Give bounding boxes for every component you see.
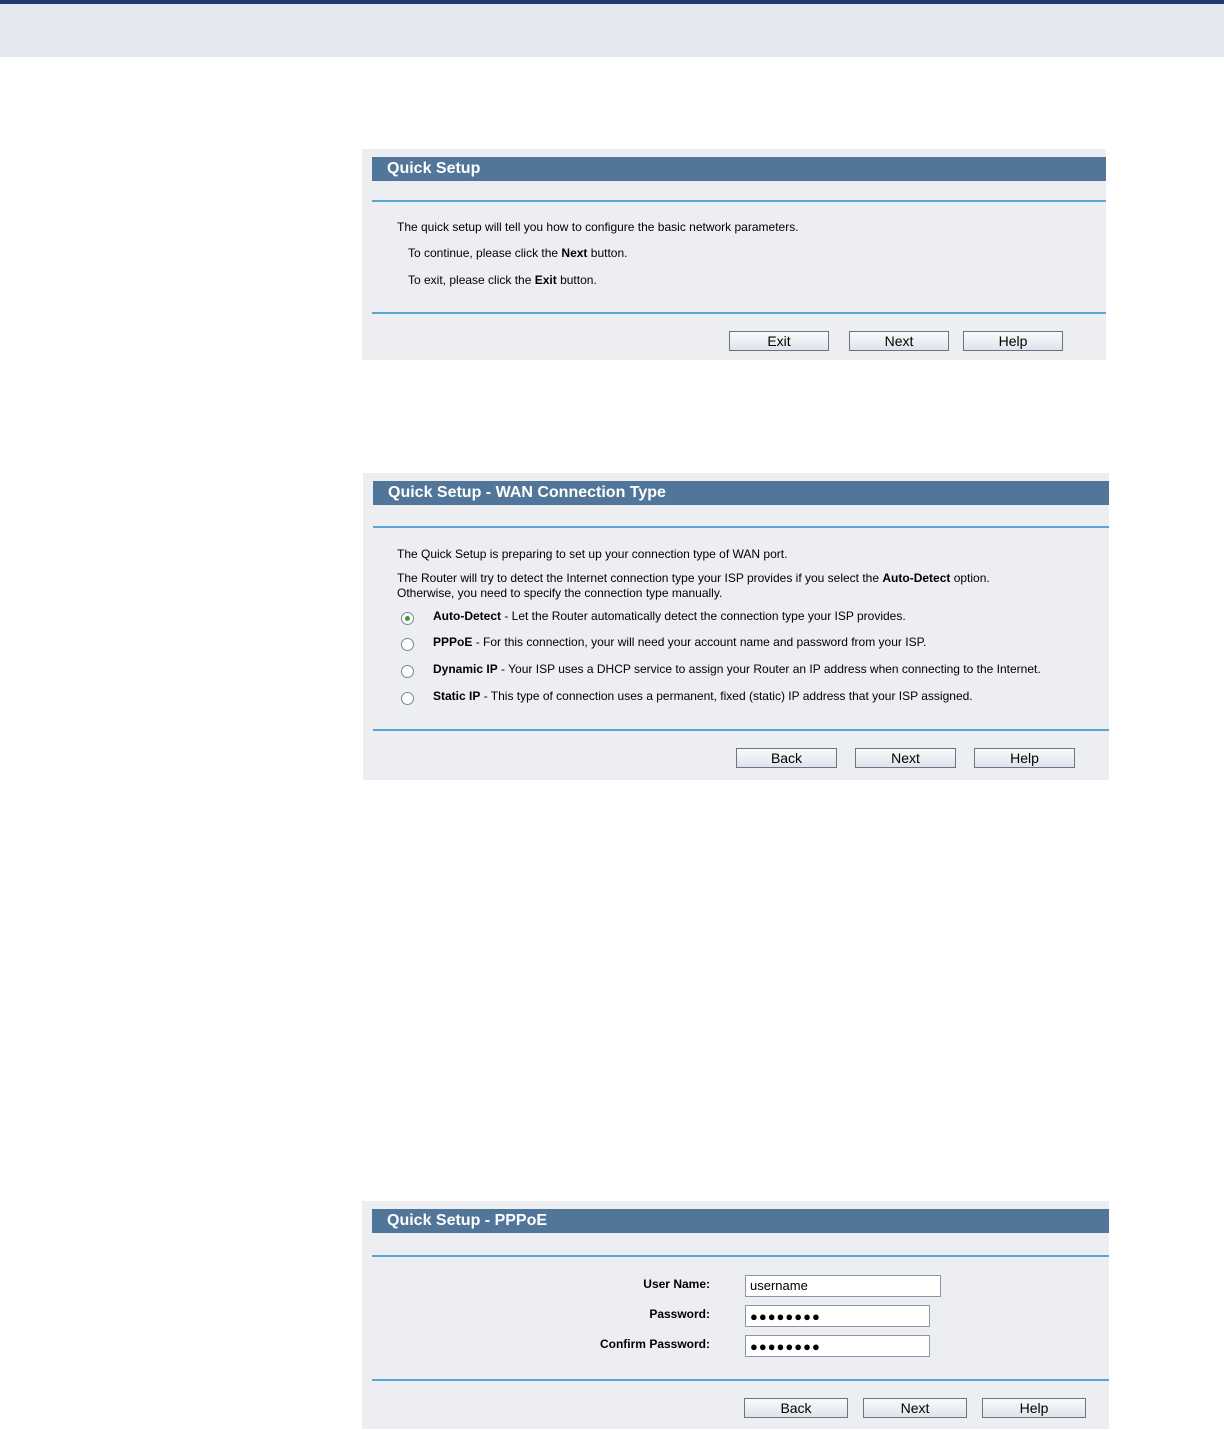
auto-detect-option [433,609,906,623]
confirm-password-input[interactable]: ●●●●●●●● [745,1335,930,1357]
divider [373,526,1109,528]
continue-text: To continue, please click the [408,246,562,260]
intro-text: The quick setup will tell you how to configure the basic network parameters. [397,220,799,234]
auto-detect-emphasis: Auto-Detect [882,571,951,585]
help-button[interactable]: Help [963,331,1063,351]
wan-connection-type-panel [363,473,1109,780]
help-button[interactable]: Help [982,1398,1086,1418]
option-name: Dynamic IP [433,662,498,676]
continue-instruction [408,246,627,260]
user-name-label: User Name: [643,1277,710,1291]
user-name-input[interactable]: username [745,1275,941,1297]
dynamic-ip-option [433,662,1041,676]
divider [373,729,1109,731]
option-desc: - For this connection, your will need your account name and password from your ISP. [472,635,927,649]
back-button[interactable]: Back [736,748,837,768]
panel-title: Quick Setup - PPPoE [372,1209,1109,1233]
next-button[interactable]: Next [849,331,949,351]
divider [372,312,1106,314]
quick-setup-panel [362,149,1106,360]
next-button[interactable]: Next [855,748,956,768]
auto-detect-radio[interactable] [401,612,414,625]
divider [372,1379,1109,1381]
option-desc: - Let the Router automatically detect the connection type your ISP provides. [501,609,906,623]
password-label: Password: [649,1307,710,1321]
help-button[interactable]: Help [974,748,1075,768]
detect-text-end: option. [950,571,990,585]
confirm-password-label: Confirm Password: [599,1337,710,1351]
panel-title: Quick Setup - WAN Connection Type [373,481,1109,505]
exit-text: To exit, please click the [408,273,535,287]
next-emphasis: Next [561,246,588,260]
exit-text-end: button. [556,273,597,287]
exit-button[interactable]: Exit [729,331,829,351]
detect-text-start: The Router will try to detect the Internet connection type your ISP provides if you select the [397,571,883,585]
pppoe-radio[interactable] [401,638,414,651]
option-desc: - This type of connection uses a permanent, fixed (static) IP address that your ISP assigned. [480,689,973,703]
intro-text: The Quick Setup is preparing to set up your connection type of WAN port. [397,547,788,561]
header-band [0,4,1224,57]
static-ip-radio[interactable] [401,692,414,705]
option-name: PPPoE [433,635,473,649]
divider [372,1255,1109,1257]
next-button[interactable]: Next [863,1398,967,1418]
detect-text [397,571,990,585]
static-ip-option [433,689,973,703]
dynamic-ip-radio[interactable] [401,665,414,678]
back-button[interactable]: Back [744,1398,848,1418]
continue-text-end: button. [587,246,628,260]
option-desc: - Your ISP uses a DHCP service to assign your Router an IP address when connecting to the Internet. [497,662,1041,676]
password-input[interactable]: ●●●●●●●● [745,1305,930,1327]
panel-title: Quick Setup [372,157,1106,181]
option-name: Auto-Detect [433,609,501,623]
divider [372,200,1106,202]
manual-text: Otherwise, you need to specify the connection type manually. [397,586,723,600]
option-name: Static IP [433,689,481,703]
pppoe-panel [362,1201,1109,1429]
exit-instruction [408,273,597,287]
exit-emphasis: Exit [534,273,557,287]
pppoe-option [433,635,926,649]
